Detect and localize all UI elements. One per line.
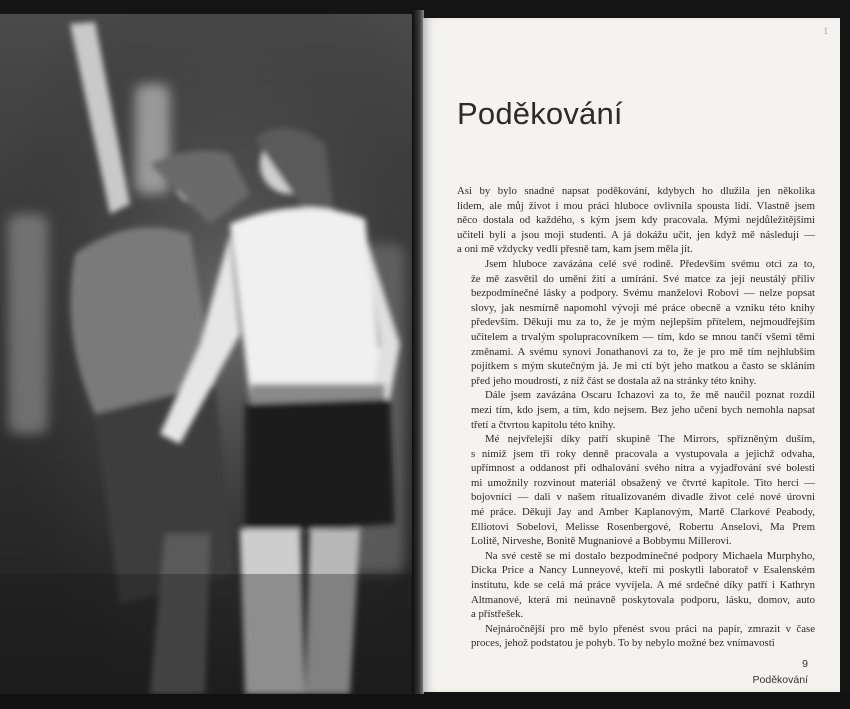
text-line: učiteli byli a jsou moji studenti. A já dokážu učit, jen když mě následují — xyxy=(457,228,815,241)
text-line: změnami. A svému synovi Jonathanovi za to, že je pro mě tím nejhlubším xyxy=(471,345,815,358)
text-line: Nejnáročnější pro mě bylo přenést svou práci na papír, zmrazit v čase xyxy=(485,622,815,635)
text-line: a přístřešek. xyxy=(471,608,524,621)
text-line: Asi by bylo snadné napsat poděkování, kdybych ho dlužila jen několika xyxy=(457,185,815,197)
text-line: Jsem hluboce zavázána celé své rodině. Především svému otci za to, xyxy=(485,257,815,270)
photo-page xyxy=(0,14,415,694)
chapter-title: Poděkování xyxy=(457,96,623,131)
text-line: učitelem a trvalým spolupracovníkem — tím, kdo se mnou tančí všemi těmi xyxy=(471,330,815,343)
text-line: s nimiž jsem tři roky denně pracovala a vystupovala a jejichž odvaha, xyxy=(471,447,815,460)
text-line: Lolitě, Nirveshe, Bonitě Mugnaniové a Bobbymu Millerovi. xyxy=(471,535,732,548)
text-line: Mé nejvřelejší díky patří skupině The Mirrors, spřízněným duším, xyxy=(485,433,815,446)
corner-mark: 1 xyxy=(823,26,828,36)
text-line: mi umožnily rozvinout materiál obsažený ve čtvrté kapitole. Tito herci — xyxy=(471,476,815,489)
text-line: bojovníci — dali v našem ritualizovaném divadle život celé nové úrovni xyxy=(471,491,815,504)
text-page xyxy=(423,18,840,692)
text-line: Altmanové, která mi neúnavně poskytovala podporu, lásku, domov, auto xyxy=(471,593,815,606)
text-line: bezpodmínečné lásky a podpory. Svému manželovi Robovi — nelze popsat xyxy=(471,287,815,300)
text-line: Elliotovi Sobelovi, Melisse Rosenbergové, Robertu Anselovi, Ma Prem xyxy=(471,520,815,533)
text-line: před jeho moudrostí, z níž část se dostala až na stránky této knihy. xyxy=(471,374,757,387)
text-line: něco dostala od každého, s kým jsem kdy pracovala. Mými nejdůležitějšími xyxy=(457,214,815,227)
scan-bottom-edge xyxy=(0,694,850,709)
body-text xyxy=(457,184,815,651)
paragraph xyxy=(457,388,815,432)
paragraph xyxy=(457,432,815,549)
text-line: mé práce. Děkuji Jay and Amber Kaplanovým, Martě Clarkové Peabody, xyxy=(471,506,815,519)
text-line: slovy, jak nesmírně napomohl vývoji mé práce obecně a vzniku této knihy xyxy=(471,301,815,314)
text-line: lidem, ale můj život i mou práci hluboce ovlivnila spousta lidí. Vlastně jsem xyxy=(457,199,815,212)
text-line: upřímnost a oddanost při odhalování svého nitra a vyjadřování své bolesti xyxy=(471,462,815,475)
text-line: proces, jehož podstatou je pohyb. To by nebylo možné bez vnímavosti xyxy=(471,637,775,650)
dancers-photo xyxy=(0,14,415,694)
text-line: mezi tím, kdo jsem, a tím, kdo nejsem. Bez jeho učení bych nemohla napsat xyxy=(471,403,815,416)
paragraph xyxy=(457,184,815,257)
text-line: Na své cestě se mi dostalo bezpodmínečné podpory Michaela Murphyho, xyxy=(485,549,815,562)
text-line: Dále jsem zavázána Oscaru Ichazovi za to, že mě naučil poznat rozdíl xyxy=(485,389,815,402)
text-line: především. Děkuji mu za to, že je mým nejlepším přítelem, nejmoudřejším xyxy=(471,316,815,329)
text-line: Dicka Price a Nancy Lunneyové, kteří mi poskytli laboratoř v Esalenském xyxy=(471,564,815,577)
text-line: a oni mě vždycky vedli přesně tam, kam jsem měla jít. xyxy=(457,243,693,256)
page-number: 9 xyxy=(802,658,808,670)
text-line: třetí a čtvrtou kapitolu této knihy. xyxy=(471,418,616,431)
paragraph xyxy=(457,257,815,388)
paragraph xyxy=(457,622,815,651)
running-footer: Poděkování xyxy=(752,674,808,686)
text-line: institutu, kde se celá má práce vyvíjela. A mé srdečné díky patří i Kathryn xyxy=(471,579,815,592)
paragraph xyxy=(457,549,815,622)
text-line: že mě zasvětil do umění žití a umírání. Své matce za její neustálý příliv xyxy=(471,272,815,285)
text-line: pojítkem s mým skutečným já. Je mi ctí být jeho matkou a často se skláním xyxy=(471,360,815,373)
